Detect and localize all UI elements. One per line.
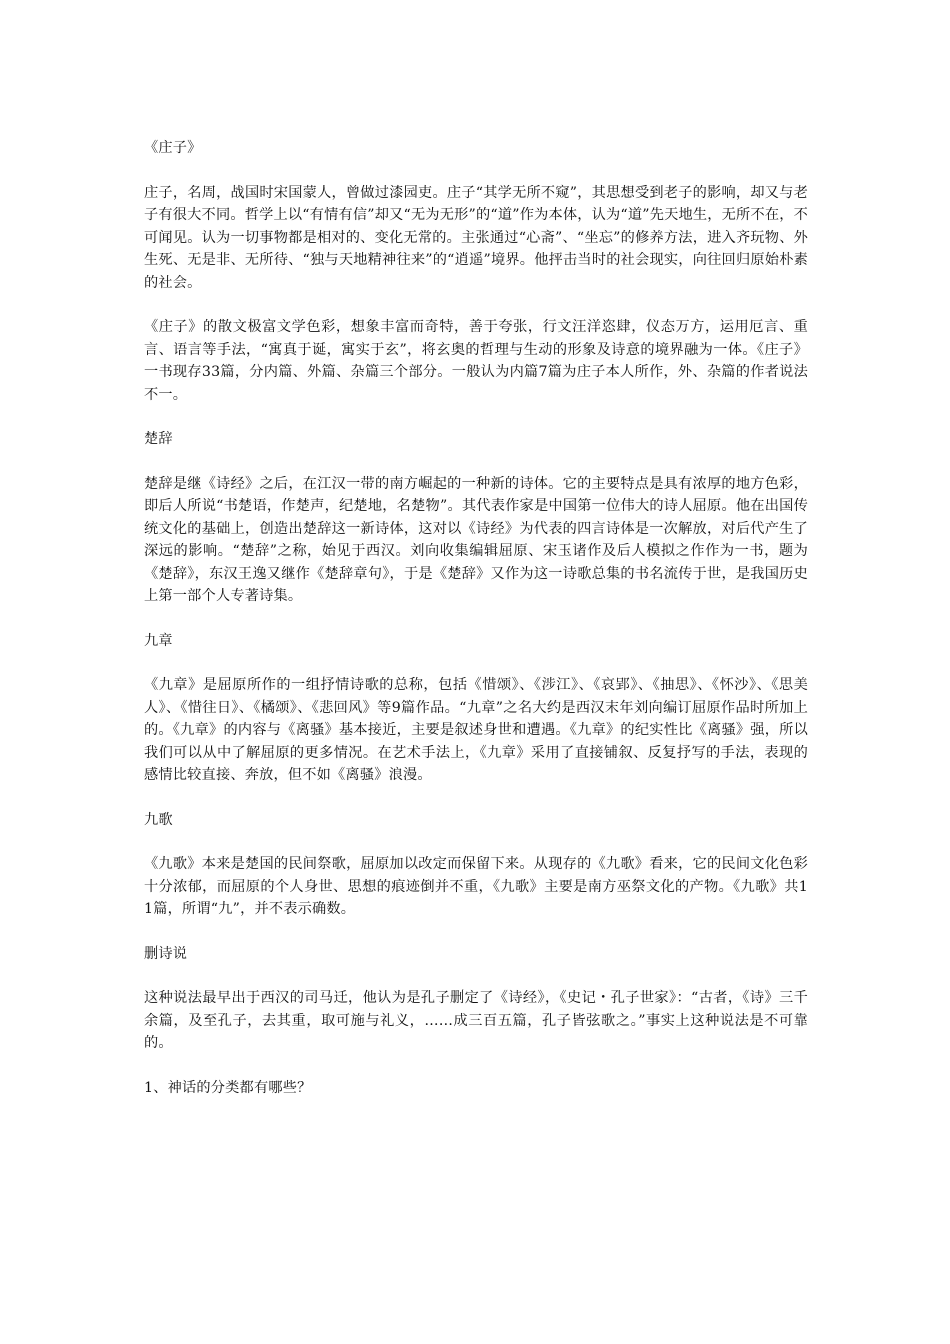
section-heading-shanshishuo: 删诗说: [144, 945, 188, 962]
section-heading-jiuzhang: 九章: [144, 632, 173, 649]
section-heading-jiuge: 九歌: [144, 811, 173, 828]
paragraph-shanshishuo: 这种说法最早出于西汉的司马迁，他认为是孔子删定了《诗经》，《史记・孔子世家》：“古者，《诗》三千余篇，及至孔子，去其重，取可施与礼义，……成三百五篇，孔子皆弦歌之。”事实上这种说法是不可靠的。: [144, 990, 808, 1051]
document-page: [144, 137, 808, 1121]
paragraph-jiuge: 《九歌》本来是楚国的民间祭歌，屈原加以改定而保留下来。从现存的《九歌》看来，它的民间文化色彩十分浓郁，而屈原的个人身世、思想的痕迹倒并不重，《九歌》主要是南方巫祭文化的产物。《九歌》共11篇，所谓“九”，并不表示确数。: [144, 856, 808, 917]
paragraph-zhuangzi-prose: 《庄子》的散文极富文学色彩，想象丰富而奇特，善于夸张，行文汪洋恣肆，仪态万方，运用厄言、重言、语言等手法，“寓真于诞，寓实于玄”，将玄奥的哲理与生动的形象及诗意的境界融为一体。《庄子》一书现存33篇，分内篇、外篇、杂篇三个部分。一般认为内篇7篇为庄子本人所作，外、杂篇的作者说法不一。: [144, 319, 808, 403]
paragraph-jiuzhang: 《九章》是屈原所作的一组抒情诗歌的总称，包括《惜颂》、《涉江》、《哀郢》、《抽思》、《怀沙》、《思美人》、《惜往日》、《橘颂》、《悲回风》等9篇作品。“九章”之名大约是西汉末年刘向编订屈原作品时所加上的。《九章》的内容与《离骚》基本接近，主要是叙述身世和遭遇。《九章》的纪实性比《离骚》强，所以我们可以从中了解屈原的更多情况。在艺术手法上，《九章》采用了直接铺叙、反复抒写的手法，表现的感情比较直接、奔放，但不如《离骚》浪漫。: [144, 677, 808, 783]
section-heading-chuci: 楚辞: [144, 431, 173, 447]
question-item: 1、神话的分类都有哪些？: [144, 1079, 312, 1096]
section-heading-zhuangzi: 《庄子》: [144, 140, 202, 156]
paragraph-zhuangzi-bio: 庄子，名周，战国时宋国蒙人，曾做过漆园吏。庄子“其学无所不窥”，其思想受到老子的影响，却又与老子有很大不同。哲学上以“有情有信”却又“无为无形”的“道”作为本体，认为“道”先天地生，无所不在，不可闻见。认为一切事物都是相对的、变化无常的。主张通过“心斋”、“坐忘”的修养方法，进入齐玩物、外生死、无是非、无所待、“独与天地精神往来”的“逍遥”境界。他抨击当时的社会现实，向往回归原始朴素的社会。: [144, 184, 808, 291]
paragraph-chuci: 楚辞是继《诗经》之后，在江汉一带的南方崛起的一种新的诗体。它的主要特点是具有浓厚的地方色彩，即后人所说“书楚语，作楚声，纪楚地，名楚物”。其代表作家是中国第一位伟大的诗人屈原。他在出国传统文化的基础上，创造出楚辞这一新诗体，这对以《诗经》为代表的四言诗体是一次解放，对后代产生了深远的影响。“楚辞”之称，始见于西汉。刘向收集编辑屈原、宋玉诸作及后人模拟之作作为一书，题为《楚辞》，东汉王逸又继作《楚辞章句》，于是《楚辞》又作为这一诗歌总集的书名流传于世，是我国历史上第一部个人专著诗集。: [144, 475, 808, 604]
